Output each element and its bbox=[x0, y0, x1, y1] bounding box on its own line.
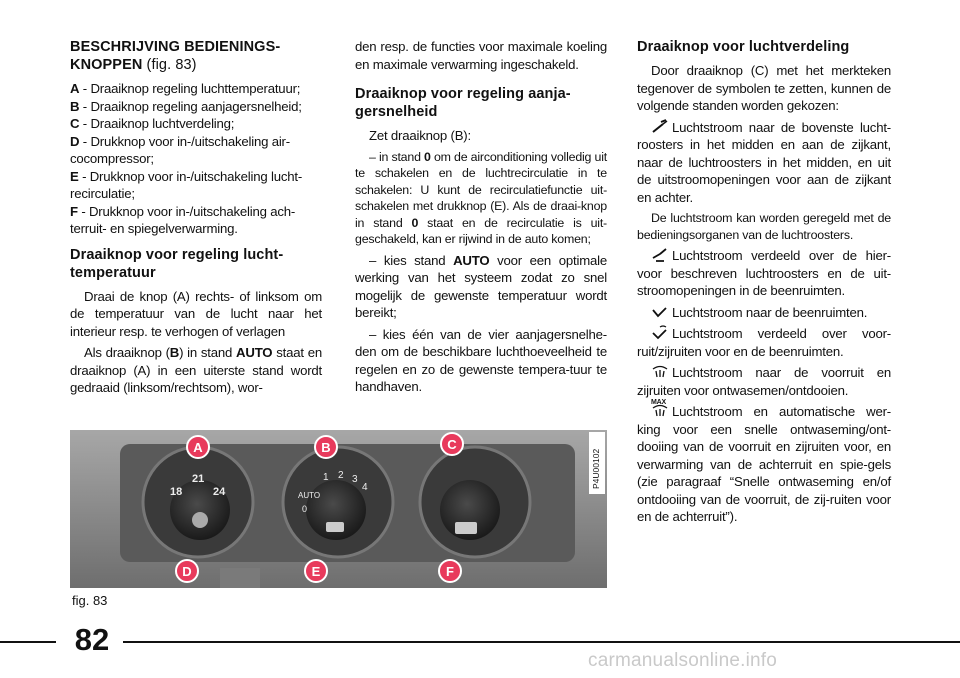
label-e: E bbox=[311, 564, 321, 579]
figure-code: P4U00102 bbox=[589, 432, 605, 494]
paragraph-note: De luchtstroom kan worden geregeld met de bedieningsorganen van de luchtroosters. bbox=[637, 211, 891, 242]
heading-air-distribution: Draaiknop voor luchtverdeling bbox=[637, 39, 850, 55]
controls-list bbox=[70, 80, 322, 238]
heading-fan-knob: Draaiknop voor regeling aanja-gersnelheid bbox=[355, 86, 571, 120]
heading-temperature-knob: Draaiknop voor regeling lucht-temperatuur bbox=[70, 246, 284, 281]
column-middle bbox=[355, 38, 607, 400]
vent-feet-icon bbox=[651, 304, 669, 319]
control-item: A - Draaiknop regeling luchttemperatuur; bbox=[70, 81, 301, 96]
control-item: B - Draaiknop regeling aanjagersnelheid; bbox=[70, 98, 302, 114]
paragraph-fan-intro: Zet draaiknop (B): bbox=[369, 128, 471, 143]
label-b: B bbox=[321, 440, 331, 455]
climate-panel-illustration bbox=[70, 430, 607, 588]
column-right bbox=[637, 38, 891, 530]
figure-caption: fig. 83 bbox=[72, 593, 108, 608]
paragraph-mode-bilevel: Luchtstroom verdeeld over de hier-voor beschreven luchtroosters en de uit-stroomopeningen in de beenruimten. bbox=[637, 248, 891, 298]
watermark: carmanualsonline.info bbox=[588, 650, 778, 671]
defrost-windscreen-icon bbox=[651, 364, 669, 379]
paragraph-mode-max-defrost: MAX Luchtstroom en automatische wer-king voor een snelle ontwaseming/ont-dooiing van de voorruit en zijruiten voor, en verwarming van de achterruit en spie-gels (zie paragraaf “Snelle ontwaseming en/of ontdooiing van de voorruit, de zij-ruiten voor en de achterruit”). bbox=[637, 399, 891, 524]
paragraph-mode-defrost: Luchtstroom naar de voorruit en zijruiten voor ontwasemen/ontdooien. bbox=[637, 365, 891, 398]
vent-defrost-feet-icon bbox=[651, 325, 669, 340]
paragraph-fan-auto: – kies stand AUTO voor een optimale werking van het systeem zodat zo snel mogelijk de gewenste temperatuur wordt bereikt; bbox=[355, 252, 607, 320]
temp-tick-18: 18 bbox=[170, 486, 183, 498]
paragraph-continued: den resp. de functies voor maximale koeling en maximale verwarming ingeschakeld. bbox=[355, 39, 607, 72]
paragraph-auto-extreme: Als draaiknop (B) in stand AUTO staat en draaiknop (A) in een uiterste stand wordt gedraaid (linksom/rechtsom), wor- bbox=[70, 345, 322, 395]
control-item: D - Drukknop voor in-/uitschakeling air-cocompressor; bbox=[70, 133, 290, 166]
footer-rule-right bbox=[123, 641, 960, 643]
paragraph-mode-defrost-feet: Luchtstroom verdeeld over voor-ruit/zijruiten voor en de beenruimten. bbox=[637, 326, 891, 359]
section-heading-controls: BESCHRIJVING BEDIENINGS- KNOPPEN (fig. 83) bbox=[70, 39, 281, 73]
temp-tick-21: 21 bbox=[192, 473, 205, 485]
fan-tick-0: 0 bbox=[302, 504, 308, 514]
label-c: C bbox=[447, 437, 457, 452]
control-item: F - Drukknop voor in-/uitschakeling ach-terruit- en spiegelverwarming. bbox=[70, 203, 296, 236]
temp-tick-24: 24 bbox=[213, 486, 226, 498]
control-item: E - Drukknop voor in-/uitschakeling lucht-recirculatie; bbox=[70, 168, 303, 201]
max-defrost-icon: MAX bbox=[651, 403, 669, 418]
vent-bilevel-icon bbox=[651, 247, 669, 262]
paragraph-fan-zero: – in stand 0 om de airconditioning volledig uit te schakelen en de luchtrecirculatie in te schakelen: U kunt de recirculatiefunctie uit-schakelen met drukknop (E). Als de draai-knop in stand 0 staat en de recirculatie is uit-geschakeld, kan er rijwind in de auto komen; bbox=[355, 149, 607, 246]
label-a: A bbox=[193, 440, 203, 455]
column-left bbox=[70, 38, 322, 401]
paragraph-distribution-intro: Door draaiknop (C) met het merkteken tegenover de symbolen te zetten, kunnen de volgende standen worden gekozen: bbox=[637, 63, 891, 113]
fan-tick-1: 1 bbox=[323, 472, 329, 483]
control-item: C - Draaiknop luchtverdeling; bbox=[70, 116, 235, 131]
fan-tick-2: 2 bbox=[338, 470, 344, 481]
vent-upper-icon bbox=[651, 119, 669, 134]
paragraph-mode-upper: Luchtstroom naar de bovenste lucht-roosters in het midden en aan de zijkant, naar de luchtroosters in het midden, en uit de uitstroomopeningen voor aan de zijkant en achter. bbox=[637, 119, 891, 205]
label-f: F bbox=[446, 564, 454, 579]
paragraph-fan-speeds: – kies één van de vier aanjagersnelhe-den om de beschikbare luchthoeveelheid te regelen en zo de gewenste tempera-tuur te handhaven. bbox=[355, 326, 607, 394]
figure-climate-controls bbox=[70, 430, 607, 588]
fan-tick-3: 3 bbox=[352, 474, 358, 485]
footer-rule-left bbox=[0, 641, 56, 643]
paragraph-temperature: Draai de knop (A) rechts- of linksom om de temperatuur van de lucht naar het interieur resp. te verhogen of verlagen bbox=[70, 288, 322, 339]
label-d: D bbox=[182, 564, 192, 579]
page-number: 82 bbox=[74, 622, 110, 657]
paragraph-mode-feet: Luchtstroom naar de beenruimten. bbox=[637, 304, 891, 322]
fan-tick-4: 4 bbox=[362, 482, 368, 493]
fan-tick-auto: AUTO bbox=[298, 491, 321, 500]
